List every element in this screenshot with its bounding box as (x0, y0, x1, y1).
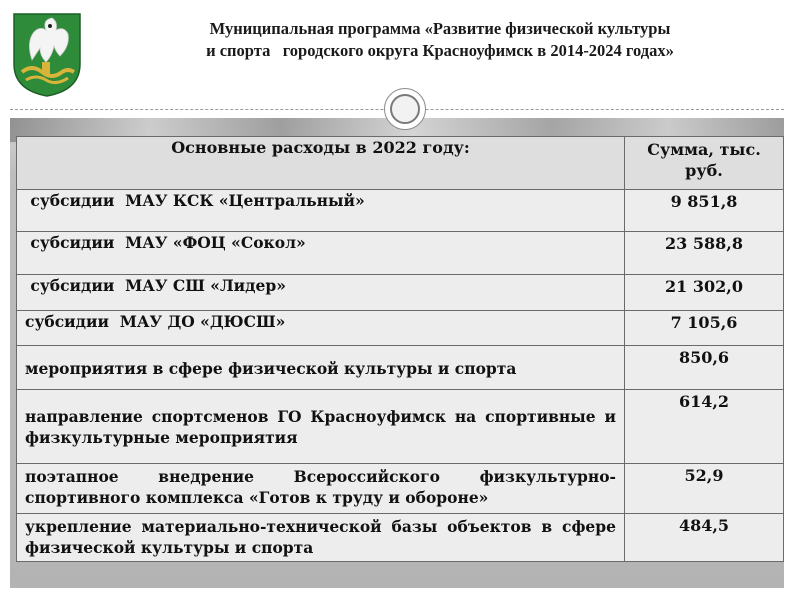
row-amount: 23 588,8 (625, 232, 784, 275)
table-row (17, 346, 784, 390)
ring-ornament-inner (390, 94, 420, 124)
row-amount: 9 851,8 (625, 190, 784, 232)
table-header-row (17, 137, 784, 190)
row-label: субсидии МАУ ДО «ДЮСШ» (17, 311, 625, 346)
program-title-line1: Муниципальная программа «Развитие физической культуры (209, 19, 671, 38)
row-label: направление спортсменов ГО Красноуфимск на спортивные и физкультурные мероприятия (17, 390, 625, 464)
expenses-table (16, 136, 784, 562)
row-label: укрепление материально-технической базы объектов в сфере физической культуры и спорта (17, 514, 625, 562)
table-row (17, 190, 784, 232)
table-row (17, 390, 784, 464)
coat-of-arms-icon (12, 12, 82, 98)
table-row (17, 275, 784, 311)
table-row (17, 514, 784, 562)
ring-ornament (384, 88, 426, 130)
table-row (17, 464, 784, 514)
row-amount: 52,9 (625, 464, 784, 514)
row-label: субсидии МАУ КСК «Центральный» (17, 190, 625, 232)
program-title (110, 18, 770, 62)
row-label: поэтапное внедрение Всероссийского физкультурно-спортивного комплекса «Готов к труду и обороне» (17, 464, 625, 514)
header-amount-cell: Сумма, тыс. руб. (625, 137, 784, 190)
row-amount: 614,2 (625, 390, 784, 464)
table-row (17, 232, 784, 275)
row-label: мероприятия в сфере физической культуры и спорта (17, 346, 625, 390)
row-amount: 850,6 (625, 346, 784, 390)
row-amount: 7 105,6 (625, 311, 784, 346)
header-label-cell: Основные расходы в 2022 году: (17, 137, 625, 190)
row-amount: 21 302,0 (625, 275, 784, 311)
row-amount: 484,5 (625, 514, 784, 562)
row-label: субсидии МАУ СШ «Лидер» (17, 275, 625, 311)
table-row (17, 311, 784, 346)
program-title-line2: и спорта городского округа Красноуфимск в 2014-2024 годах» (206, 41, 674, 60)
row-label: субсидии МАУ «ФОЦ «Сокол» (17, 232, 625, 275)
